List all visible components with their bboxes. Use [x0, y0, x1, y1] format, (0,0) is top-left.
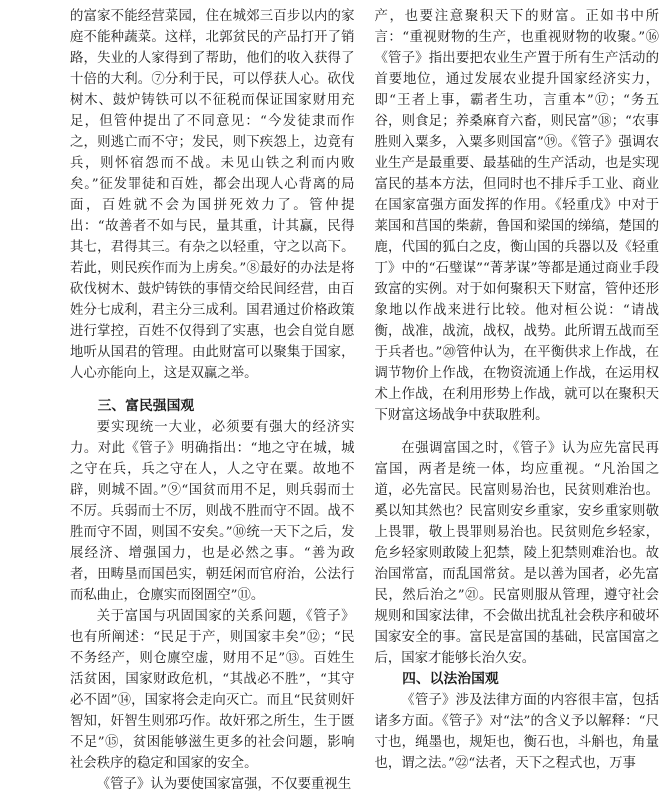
paragraph: 《管子》涉及法律方面的内容很丰富，包括诸多方面。《管子》对“法”的含义予以解释：“尺寸也，绳墨也，规矩也，衡石也，斗斛也，角量也，谓之法。”㉒“法者，天下之程式也，万事	[374, 693, 659, 771]
right-column	[374, 6, 660, 771]
left-column	[70, 6, 355, 792]
paragraph: 在强调富国之时，《管子》认为应先富民再富国，两者是统一体，均应重视。“凡治国之道，必先富民。民富则易治也，民贫则难治也。奚以知其然也？民富则安乡重家，安乡重家则敬上畏罪，敬上畏罪则易治也。民贫则危乡轻家，危乡轻家则敢陵上犯禁，陵上犯禁则难治也。故治国常富，而乱国常贫。是以善为国者，必先富民，然后治之”㉑。民富则服从管理，遵守社会规则和国家法律，不会做出扰乱社会秩序和破坏国家安全的事。富民是富国的基础，民富国富之后，国家才能够长治久安。	[374, 441, 659, 666]
paragraph-continued: 的富家不能经营菜园，住在城郊三百步以内的家庭不能种蔬菜。这样，北郭贫民的产品打开了销路，失业的人家得到了帮助，他们的收入获得了十倍的大利。⑦分利于民，可以俘获人心。砍伐树木、鼓炉铸铁可以不征税而保证国家财用充足，但管仲提出了不同意见：“今发徒隶而作之，则逃亡而不守；发民，则下疾怨上，边竟有兵，则怀宿怨而不战。未见山铁之利而内败矣。”征发罪徒和百姓，都会出现人心背离的局面，百姓就不会为国拼死效力了。管仲提出：“故善者不如与民，量其重，计其赢，民得其七，君得其三。有杂之以轻重，守之以高下。若此，则民疾作而为上虏矣。”⑧最好的办法是将砍伐树木、鼓炉铸铁的事情交给民间经营，由百姓分七成利，君主分三成利。国君通过价格政策进行掌控，百姓不仅得到了实惠，也会自觉自愿地听从国君的管理。由此财富可以聚集于国家，人心亦能向上，这是双赢之举。	[70, 9, 355, 381]
paragraph: 关于富国与巩固国家的关系问题，《管子》也有所阐述：“民足于产，则国家丰矣”⑫；“民不务经产，则仓廪空虚，财用不足”⑬。百姓生活贫困，国家财政危机，“其战必不胜”，“其守必不固”⑭，国家将会走向灭亡。而且“民贫则奸智知，奸智生则邪巧作。故奸邪之所生，生于匮不足”⑮，贫困能够滋生更多的社会问题，影响社会秩序的稳定和国家的安全。	[70, 609, 355, 771]
paragraph-continued: 产，也要注意聚积天下的财富。正如书中所言：“重视财物的生产，也重视财物的收聚。”⑯《管子》指出要把农业生产置于所有生产活动的首要地位，通过发展农业提升国家经济实力，即“王者上事，霸者生功，言重本”⑰；“务五谷，则食足；养桑麻育六畜，则民富”⑱；“农事胜则入粟多，入粟多则国富”⑲。《管子》强调农业生产是最重要、最基础的生产活动，也是实现富民的基本方法，但同时也不排斥手工业、商业在国家富强方面发挥的作用。《轻重戊》中对于莱国和莒国的柴薪，鲁国和梁国的绨缟，楚国的鹿，代国的狐白之皮，衡山国的兵器以及《轻重丁》中的“石璧谋”“菁茅谋”等都是通过商业手段致富的实例。对于如何聚积天下财富，管仲还形象地以作战来进行比较。他对桓公说：“请战衡，战准，战流，战权，战势。此所谓五战而至于兵者也。”⑳管仲认为，在平衡供求上作战，在调节物价上作战，在物资流通上作战，在运用权术上作战，在利用形势上作战，就可以在聚积天下财富这场战争中获取胜利。	[374, 9, 659, 423]
paragraph: 要实现统一大业，必须要有强大的经济实力。对此《管子》明确指出：“地之守在城，城之守在兵，兵之守在人，人之守在粟。故地不辟，则城不固。”⑨“国贫而用不足，则兵弱而士不厉。兵弱而士不厉，则战不胜而守不固。战不胜而守不固，则国不安矣。”⑩统一天下之后，发展经济、增强国力，也是必然之事。“善为政者，田畴垦而国邑实，朝廷闲而官府治，公法行而私曲止，仓廪实而囹圄空”⑪。	[70, 420, 355, 603]
paragraph: 《管子》认为要使国家富强，不仅要重视生	[96, 777, 352, 792]
section-heading-3: 三、富民强国观	[97, 398, 195, 414]
section-heading-4: 四、以法治国观	[402, 671, 499, 687]
